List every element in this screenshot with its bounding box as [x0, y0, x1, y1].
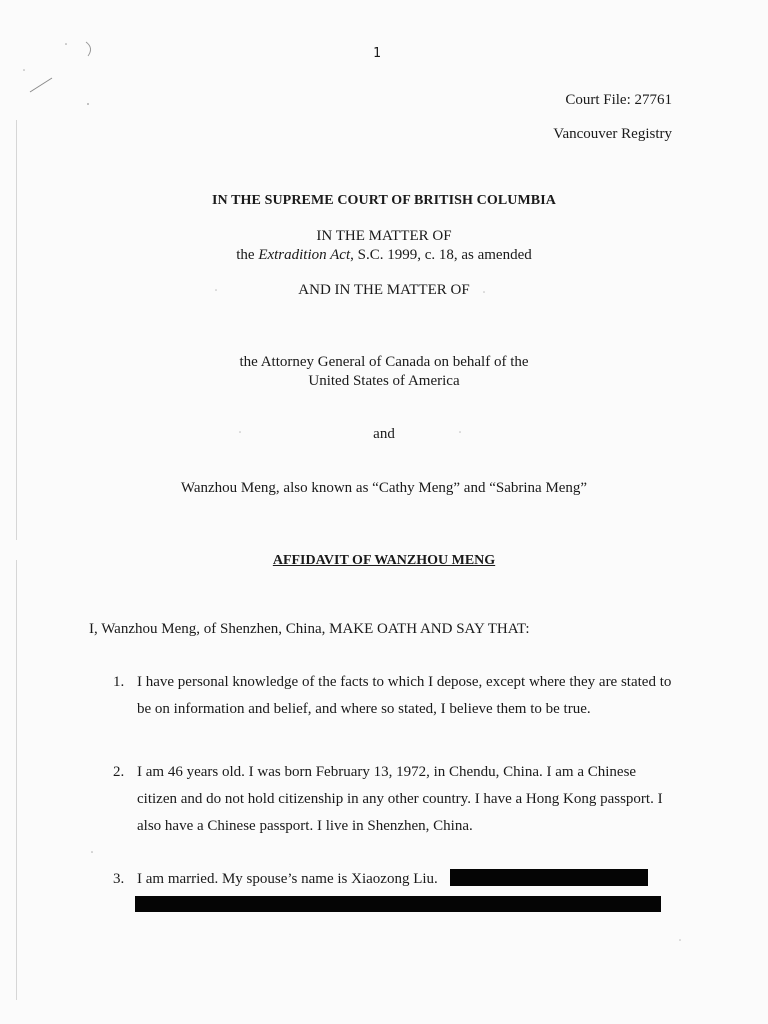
scan-margin-line: [16, 560, 17, 1000]
paragraph-text: I have personal knowledge of the facts to which I depose, except where they are stated to be on information and belief, and where so stated, I believe them to be true.: [137, 674, 672, 717]
scan-margin-line: [16, 120, 17, 540]
paragraph-text: I am married. My spouse’s name is Xiaozong Liu.: [137, 871, 438, 887]
registry-name: Vancouver Registry: [553, 126, 672, 142]
redaction-bar: [135, 896, 661, 912]
paragraph-text: I am 46 years old. I was born February 13, 1972, in Chendu, China. I am a Chinese citizen and do not hold citizenship in any other country. I have a Hong Kong passport. I also have a Chinese passport. I live in Shenzhen, China.: [137, 764, 663, 834]
respondent-name: Wanzhou Meng, also known as “Cathy Meng” and “Sabrina Meng”: [180, 480, 588, 496]
page-number: 1: [373, 46, 381, 61]
oath-intro: I, Wanzhou Meng, of Shenzhen, China, MAKE OATH AND SAY THAT:: [89, 621, 530, 637]
act-suffix: , S.C. 1999, c. 18, as amended: [350, 247, 532, 263]
paragraph-number: 3.: [113, 871, 125, 887]
act-name: Extradition Act: [258, 247, 351, 263]
affidavit-title: AFFIDAVIT OF WANZHOU MENG: [272, 553, 496, 568]
and-separator: and: [373, 426, 395, 442]
redaction-bar: [450, 869, 648, 886]
act-reference: [0, 246, 768, 264]
paragraph-2: [113, 759, 673, 840]
court-file-number: Court File: 27761: [565, 92, 672, 108]
applicant-line-1: the Attorney General of Canada on behalf of the: [239, 354, 529, 370]
paragraph-1: [113, 669, 673, 723]
act-prefix: the: [236, 247, 259, 263]
paragraph-number: 2.: [113, 764, 125, 780]
applicant-line-2: United States of America: [308, 373, 460, 389]
court-title: IN THE SUPREME COURT OF BRITISH COLUMBIA: [212, 193, 556, 208]
second-matter-heading: AND IN THE MATTER OF: [298, 282, 470, 298]
matter-heading: IN THE MATTER OF: [316, 228, 452, 244]
paragraph-number: 1.: [113, 674, 125, 690]
